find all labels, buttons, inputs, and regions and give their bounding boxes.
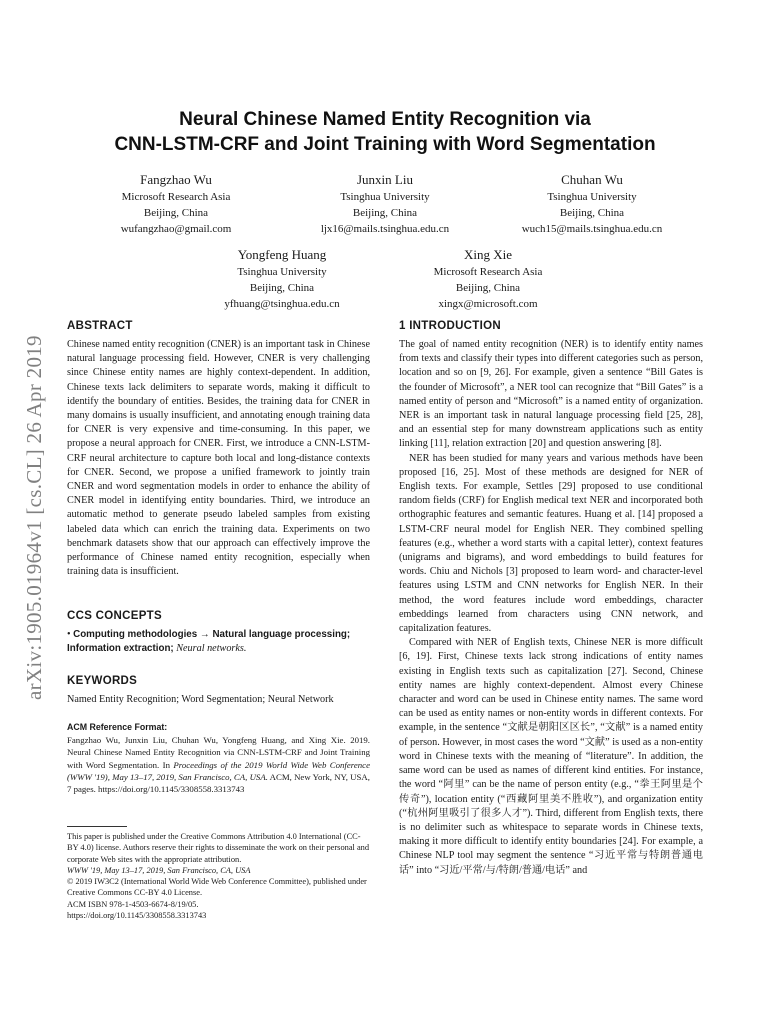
author-name: Junxin Liu (357, 172, 413, 187)
acm-ref-part-1: Fangzhao Wu, Junxin Liu, Chuhan Wu, Yongfeng Huang, and Xing Xie. 2019. Neural Chinese Named Entity Recognition via CNN-LSTM-CRF and Joint Training with Word Segmentation. In (67, 735, 370, 770)
author-affiliation: Tsinghua University (340, 191, 430, 203)
keywords-heading: KEYWORDS (67, 675, 138, 687)
keywords-text: Named Entity Recognition; Word Segmentation; Neural Network (67, 694, 334, 705)
author-email: yfhuang@tsinghua.edu.cn (224, 298, 340, 310)
introduction-heading: 1 INTRODUCTION (399, 320, 501, 332)
author-location: Beijing, China (249, 282, 315, 294)
isbn-note: ACM ISBN 978-1-4503-6674-8/19/05. (67, 899, 199, 909)
author-block (66, 171, 286, 237)
author-affiliation: Microsoft Research Asia (433, 266, 543, 278)
ccs-italic-text: Neural networks. (176, 643, 247, 655)
paper-title-line-1: Neural Chinese Named Entity Recognition via (179, 109, 591, 130)
footnote-rule (67, 826, 127, 827)
author-name: Chuhan Wu (561, 172, 623, 187)
author-location: Beijing, China (352, 207, 418, 219)
intro-paragraph-2: NER has been studied for many years and various methods have been proposed [16, 25]. Most of these methods are designed for NER of English texts. For example, Settles [29] proposed to use conditional random fields (CRF) for English medical text NER and incorporated both orthographic features and semantic features. Huang et al. [14] proposed a LSTM-CRF neural model for English NER. They combined spelling features (e.g., whether a word starts with a capital letter), context features (unigrams and bigrams), and word embeddings to build features for words. Chiu and Nichols [3] proposed to learn word- and character-level features using LSTM and CNN networks for English NER. In their method, the word features include word embeddings, character embeddings learned from characters using CNN network, and capitalization features. (399, 452, 703, 635)
author-affiliation: Tsinghua University (547, 191, 637, 203)
author-email: wuch15@mails.tsinghua.edu.cn (521, 223, 663, 235)
license-note: This paper is published under the Creative Commons Attribution 4.0 International (CC-BY 4.0) license. Authors reserve their rights to disseminate the work on their personal and corporate Web sites with the appropriate attribution. (67, 832, 370, 864)
acm-ref-part-3: ACM, New York, NY, USA, 7 pages. https://doi.org/10.1145/3308558.3313743 (67, 771, 370, 795)
author-email: wufangzhao@gmail.com (120, 223, 232, 235)
acm-reference (67, 722, 370, 795)
author-name: Fangzhao Wu (140, 172, 212, 187)
author-location: Beijing, China (559, 207, 625, 219)
keywords-section (67, 675, 370, 707)
bullet: • (67, 629, 71, 640)
author-block (482, 171, 702, 237)
author-affiliation: Tsinghua University (237, 266, 327, 278)
footnote-section (67, 831, 370, 921)
ccs-bold-text: Computing methodologies → Natural language processing; Information extraction; (67, 629, 351, 655)
abstract-text: Chinese named entity recognition (CNER) is an important task in Chinese natural language processing field. However, CNER is very challenging since Chinese entity names are highly context-dependent. In addition, Chinese texts lack delimiters to separate words, making it difficult to identify the boundary of entities. Besides, the training data for CNER in many domains is usually insufficient, and annotating enough training data for CNER is very expensive and time-consuming. In this paper, we propose a neural approach for CNER. First, we introduce a CNN-LSTM-CRF neural architecture to capture both local and long-distance contexts for CNER. Second, we propose a unified framework to jointly train CNER and word segmentation models in order to enhance the ability of CNER model in identifying entity boundaries. Third, we introduce an automatic method to generate pseudo labeled samples from existing labeled data which can enrich the training data. Experiments on two benchmark datasets show that our approach can effectively improve the performance of Chinese named entity recognition, especially when training data is insufficient. (67, 339, 370, 578)
abstract-heading: ABSTRACT (67, 320, 133, 332)
author-name: Xing Xie (463, 247, 513, 262)
abstract-section (67, 320, 370, 579)
acm-reference-heading: ACM Reference Format: (67, 722, 168, 732)
acm-reference-text (67, 734, 370, 795)
arxiv-identifier: arXiv:1905.01964v1 [cs.CL] 26 Apr 2019 (22, 335, 46, 700)
ccs-section (67, 610, 370, 656)
ccs-heading: CCS CONCEPTS (67, 610, 162, 622)
author-block (172, 246, 392, 312)
intro-paragraph-1: The goal of named entity recognition (NER) is to identify entity names from texts and classify their types into different categories such as person, location and so on [9, 26]. For example, given a sentence “Bill Gates is the founder of Microsoft”, a NER tool can recognize that “Bill Gates” is a named entity of person and “Microsoft” is a named entity of organization. NER is an important task in natural language processing field [25, 28], and an essential step for many downstream applications such as entity linking [11], relation extraction [20] and question answering [8]. (399, 339, 703, 450)
acm-ref-part-2: Proceedings of the 2019 World Wide Web Conference (WWW '19), May 13–17, 2019, San Francisco, CA, USA. (67, 759, 370, 782)
doi-note: https://doi.org/10.1145/3308558.3313743 (67, 911, 207, 921)
copyright-note: © 2019 IW3C2 (International World Wide Web Conference Committee), published under Creative Commons CC-BY 4.0 License. (67, 877, 367, 898)
paper-title-line-2: CNN-LSTM-CRF and Joint Training with Word Segmentation (114, 134, 656, 155)
author-block (378, 246, 598, 312)
ccs-concepts (67, 628, 370, 656)
intro-paragraph-3: Compared with NER of English texts, Chinese NER is more difficult [6, 19]. First, Chinese texts lack strong indications of entity names existing in English texts such as capitalization [27]. Second, Chinese entity names are highly context-dependent. Almost every Chinese character and word can be used in Chinese entity names. The same word can be used as entity names or non-entity words in different contexts. For example, in the sentence “文献是朝阳区区长”, “文献” is a named entity of person. However, in most cases the word “文献” is used as a non-entity word in Chinese texts with the meaning of “literature”. In addition, the same word can be used as names of different kind entities. For instance, the word “阿里” can be the name of person entity (e.g., “拳王阿里是个传奇”), location entity (“西藏阿里美不胜收”), and organization entity (“杭州阿里吸引了很多人才”). Third, different from English texts, there is no delimiter such as whitespace to separate words in Chinese texts, making it more difficult to identify entity boundaries [24]. For example, a Chinese NLP tool may segment the sentence “习近平常与特朗普通电话” into “习近/平常/与/特朗/普通/电话” and (399, 637, 703, 876)
author-location: Beijing, China (143, 207, 209, 219)
conference-note: WWW '19, May 13–17, 2019, San Francisco, CA, USA (67, 865, 251, 875)
author-name: Yongfeng Huang (237, 247, 327, 262)
author-location: Beijing, China (455, 282, 521, 294)
author-email: ljx16@mails.tsinghua.edu.cn (320, 223, 450, 235)
author-affiliation: Microsoft Research Asia (121, 191, 231, 203)
introduction-section (399, 320, 703, 878)
author-email: xingx@microsoft.com (438, 298, 538, 310)
author-block (275, 171, 495, 237)
